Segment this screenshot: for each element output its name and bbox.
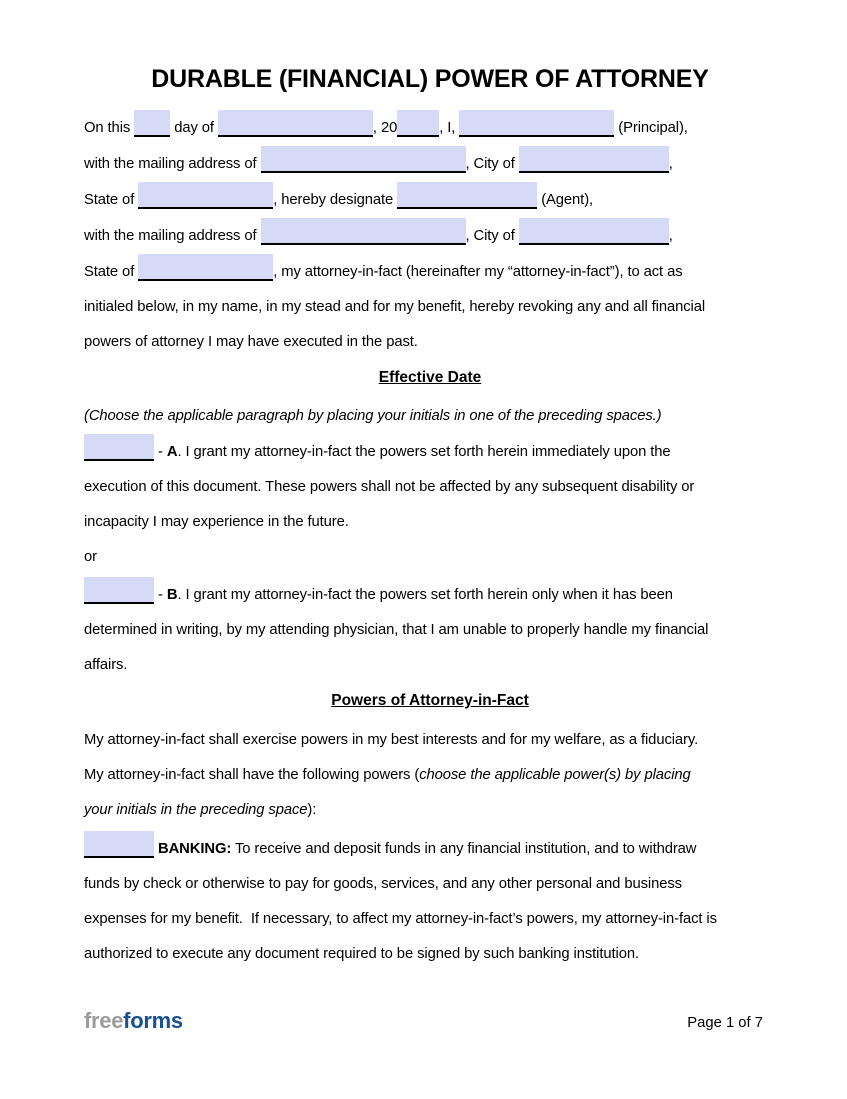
or-separator: or (84, 549, 97, 565)
page-footer (84, 1008, 763, 1034)
text-line: authorized to execute any document required to be signed by such banking institution. (84, 946, 639, 962)
principal-address-field[interactable] (261, 146, 466, 173)
initials-b-field[interactable] (84, 577, 154, 604)
text-run: (Agent), (537, 192, 594, 208)
text-line: funds by check or otherwise to pay for goods, services, and any other personal and business (84, 876, 682, 892)
text-line: execution of this document. These powers shall not be affected by any subsequent disability or (84, 479, 695, 495)
freeforms-logo (84, 1008, 183, 1034)
paragraph-option-a (84, 434, 776, 540)
page-number: Page 1 of 7 (687, 1015, 763, 1031)
text-line (84, 758, 776, 793)
text-run: - (154, 444, 167, 460)
text-line: initialed below, in my name, in my stead and for my benefit, hereby revoking any and all financial (84, 299, 706, 315)
text-line (84, 831, 776, 867)
text-run: with the mailing address of (84, 228, 261, 244)
text-run: (Principal), (614, 120, 688, 136)
text-run: , hereby designate (273, 192, 398, 208)
text-line: determined in writing, by my attending physician, that I am unable to properly handle my financial (84, 622, 709, 638)
document-content (84, 0, 776, 972)
text-run: , 20 (372, 120, 398, 136)
text-line (84, 577, 776, 613)
text-line: My attorney-in-fact shall exercise powers in my best interests and for my welfare, as a fiduciary. (84, 732, 699, 748)
agent-name-field[interactable] (397, 182, 537, 209)
paragraph-option-b (84, 577, 776, 683)
text-run: My attorney-in-fact shall have the following powers ( (84, 767, 420, 783)
text-line: incapacity I may experience in the future. (84, 514, 349, 530)
logo-forms-text: forms (123, 1008, 183, 1033)
text-run: , City of (465, 156, 519, 172)
text-run-italic: choose the applicable power(s) by placing (419, 767, 691, 783)
powers-intro-paragraph (84, 723, 776, 828)
text-run-italic: your initials in the preceding space (84, 802, 308, 818)
text-run: State of (84, 192, 139, 208)
year-field[interactable] (397, 110, 439, 137)
text-line (84, 218, 776, 254)
initials-a-field[interactable] (84, 434, 154, 461)
effective-date-heading: Effective Date (378, 369, 482, 386)
text-line (84, 146, 776, 182)
initials-banking-field[interactable] (84, 831, 154, 858)
text-run: - (154, 587, 167, 603)
opening-paragraph (84, 110, 776, 360)
month-field[interactable] (218, 110, 373, 137)
text-run: ): (307, 802, 317, 818)
text-run: , my attorney-in-fact (hereinafter my “attorney-in-fact”), to act as (273, 264, 683, 280)
text-line (84, 793, 776, 828)
text-run: day of (170, 120, 218, 136)
text-run: , I, (439, 120, 460, 136)
agent-address-field[interactable] (261, 218, 466, 245)
principal-state-field[interactable] (138, 182, 273, 209)
text-line: powers of attorney I may have executed in the past. (84, 334, 418, 350)
banking-paragraph (84, 831, 776, 972)
text-run: , (668, 156, 673, 172)
agent-state-field[interactable] (138, 254, 273, 281)
text-line: expenses for my benefit. If necessary, to affect my attorney-in-fact’s powers, my attorney-in-fact is (84, 911, 717, 927)
option-a-letter: A (166, 444, 178, 460)
document-title: DURABLE (FINANCIAL) POWER OF ATTORNEY (151, 65, 709, 93)
text-run: . I grant my attorney-in-fact the powers set forth herein only when it has been (177, 587, 673, 603)
text-line (84, 110, 776, 146)
powers-heading: Powers of Attorney-in-Fact (331, 692, 529, 709)
text-run: , City of (465, 228, 519, 244)
agent-city-field[interactable] (519, 218, 669, 245)
option-b-letter: B (166, 587, 178, 603)
principal-city-field[interactable] (519, 146, 669, 173)
logo-free-text: free (84, 1008, 124, 1033)
text-line (84, 254, 776, 290)
day-field[interactable] (134, 110, 170, 137)
text-line: affairs. (84, 657, 128, 673)
effective-date-instruction: (Choose the applicable paragraph by placing your initials in one of the preceding spaces.) (84, 408, 662, 424)
text-line (84, 182, 776, 218)
text-run: , (668, 228, 673, 244)
text-run: On this (84, 120, 135, 136)
principal-name-field[interactable] (459, 110, 614, 137)
banking-label: BANKING: (154, 841, 232, 857)
text-run: State of (84, 264, 139, 280)
text-run: . I grant my attorney-in-fact the powers set forth herein immediately upon the (177, 444, 671, 460)
text-run: with the mailing address of (84, 156, 261, 172)
text-run: To receive and deposit funds in any financial institution, and to withdraw (231, 841, 697, 857)
text-line (84, 434, 776, 470)
